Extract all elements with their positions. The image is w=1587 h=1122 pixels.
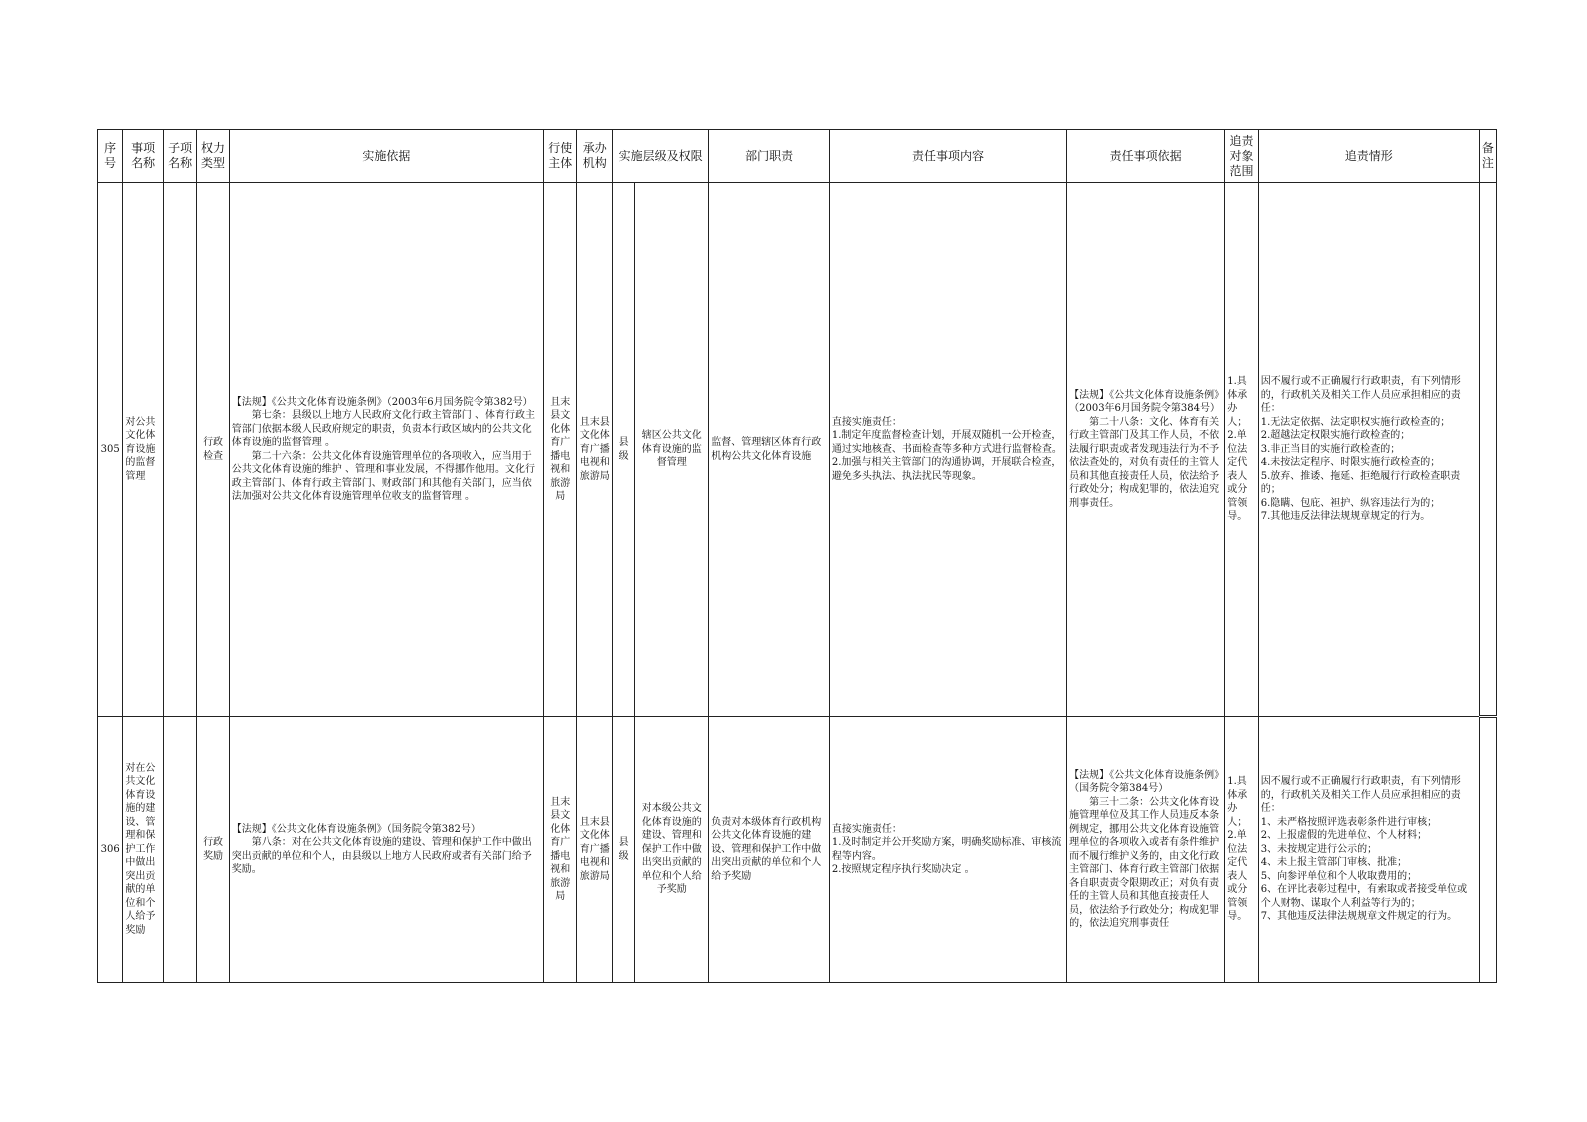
header-duty: 部门职责 xyxy=(709,130,830,183)
header-situation: 追责情形 xyxy=(1258,130,1479,183)
table-row xyxy=(98,183,1497,717)
row-resp-basis: 【法规】《公共文化体育设施条例》（2003年6月国务院令第384号） 第二十八条：文化、体育有关行政主管部门及其工作人员，不依法履行职责或者发现违法行为不予依法查处的，对负有责任的主管人员和其他直接责任人员，依法给予行政处分；构成犯罪的，依法追究刑事责任。 xyxy=(1067,183,1225,717)
row-org: 且末县文化体育广播电视和旅游局 xyxy=(577,717,612,983)
row-actor: 且末县文化体育广播电视和旅游局 xyxy=(544,183,577,717)
row-power-type: 行政奖励 xyxy=(197,717,229,983)
row-scope: 1.具体承办人； 2.单位法定代表人或分管领导。 xyxy=(1225,183,1258,717)
header-resp-basis: 责任事项依据 xyxy=(1067,130,1225,183)
row-resp-basis: 【法规】《公共文化体育设施条例》（国务院令第384号） 第三十二条：公共文化体育设施管理单位及其工作人员违反本条例规定，挪用公共文化体育设施管理单位的各项收入或者有条件维护而不履行维护义务的，由文化行政主管部门、体育行政主管部门依据各自职责责令限期改正；对负有责任的主管人员和其他直接责任人员，依法给予行政处分；构成犯罪的，依法追究刑事责任 xyxy=(1067,717,1225,983)
header-actor: 行使主体 xyxy=(544,130,577,183)
row-authority: 对本级公共文化体育设施的建设、管理和保护工作中做出突出贡献的单位和个人给予奖励 xyxy=(635,717,709,983)
row-basis: 【法规】《公共文化体育设施条例》（2003年6月国务院令第382号） 第七条：县级以上地方人民政府文化行政主管部门 、体育行政主管部门依据本级人民政府规定的职责，负责本行政区域内的公共文化体育设施的监督管理 。 第二十六条：公共文化体育设施管理单位的各项收入，应当用于公共文化体育设施的维护 、管理和事业发展，不得挪作他用。文化行政主管部门、体育行政主管部门、财政部门和其他有关部门，应当依法加强对公共文化体育设施管理单位收支的监督管理 。 xyxy=(229,183,543,717)
header-note: 备注 xyxy=(1479,130,1496,183)
row-duty: 负责对本级体育行政机构公共文化体育设施的建设、管理和保护工作中做出突出贡献的单位和个人给予奖励 xyxy=(709,717,830,983)
row-resp-content: 直接实施责任： 1.及时制定并公开奖励方案，明确奖励标准、审核流程等内容。 2.按照规定程序执行奖励决定 。 xyxy=(829,717,1066,983)
row-level: 县级 xyxy=(612,183,634,717)
header-resp-content: 责任事项内容 xyxy=(829,130,1066,183)
header-org: 承办机构 xyxy=(577,130,612,183)
row-seq: 305 xyxy=(98,183,123,717)
row-duty: 监督、管理辖区体育行政机构公共文化体育设施 xyxy=(709,183,830,717)
header-sub-item: 子项名称 xyxy=(163,130,196,183)
header-item-name: 事项名称 xyxy=(123,130,164,183)
header-power-type: 权力类型 xyxy=(197,130,229,183)
row-sub-item xyxy=(163,183,196,717)
row-scope: 1.具体承办人； 2.单位法定代表人或分管领导。 xyxy=(1225,717,1258,983)
table-row xyxy=(98,717,1497,983)
row-basis: 【法规】《公共文化体育设施条例》（国务院令第382号） 第八条：对在公共文化体育设施的建设、管理和保护工作中做出突出贡献的单位和个人，由县级以上地方人民政府或者有关部门给予奖励。 xyxy=(229,717,543,983)
header-row xyxy=(98,130,1497,183)
row-sub-item xyxy=(163,717,196,983)
row-situation: 因不履行或不正确履行行政职责，有下列情形的，行政机关及相关工作人员应承担相应的责任： 1、未严格按照评选表彰条件进行审核； 2、上报虚假的先进单位、个人材料； 3、未按规定进行公示的； 4、未上报主管部门审核、批准； 5、向参评单位和个人收取费用的； 6、在评比表彰过程中，有索取或者接受单位或个人财物、谋取个人利益等行为的； 7、其他违反法律法规规章文件规定的行为。 xyxy=(1258,717,1479,983)
row-resp-content: 直接实施责任： 1.制定年度监督检查计划，开展双随机一公开检查，通过实地核查、书面检查等多种方式进行监督检查。 2.加强与相关主管部门的沟通协调，开展联合检查，避免多头执法、执法扰民等现象。 xyxy=(829,183,1066,717)
header-seq: 序号 xyxy=(98,130,123,183)
row-seq: 306 xyxy=(98,717,123,983)
row-situation: 因不履行或不正确履行行政职责，有下列情形的，行政机关及相关工作人员应承担相应的责任： 1.无法定依据、法定职权实施行政检查的； 2.超越法定权限实施行政检查的； 3.非正当目的实施行政检查的； 4.未按法定程序、时限实施行政检查的； 5.放弃、推诿、拖延、拒绝履行行政检查职责的； 6.隐瞒、包庇、袒护、纵容违法行为的； 7.其他违反法律法规规章规定的行为。 xyxy=(1258,183,1479,717)
header-level: 实施层级及权限 xyxy=(612,130,708,183)
row-actor: 且末县文化体育广播电视和旅游局 xyxy=(544,717,577,983)
responsibility-table xyxy=(97,129,1497,983)
row-org: 且末县文化体育广播电视和旅游局 xyxy=(577,183,612,717)
row-power-type: 行政检查 xyxy=(197,183,229,717)
header-basis: 实施依据 xyxy=(229,130,543,183)
row-item-name: 对在公共文化体育设施的建设、管理和保护工作中做出突出贡献的单位和个人给予奖励 xyxy=(123,717,164,983)
header-scope: 追责对象范围 xyxy=(1225,130,1258,183)
row-level: 县级 xyxy=(612,717,634,983)
row-item-name: 对公共文化体育设施的监督管理 xyxy=(123,183,164,717)
row-authority: 辖区公共文化体育设施的监督管理 xyxy=(635,183,709,717)
row-note xyxy=(1479,717,1496,983)
row-note xyxy=(1479,183,1496,717)
